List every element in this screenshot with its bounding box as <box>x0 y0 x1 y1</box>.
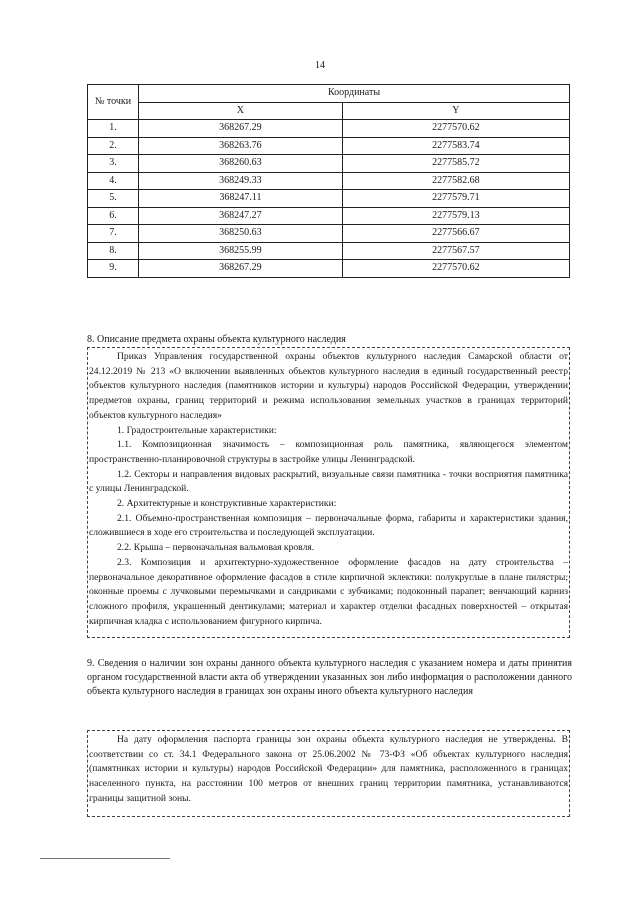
cell-point: 9. <box>88 260 139 278</box>
table-row <box>88 260 570 278</box>
table-row <box>88 137 570 155</box>
protection-zones-paragraph: На дату оформления паспорта границы зон охраны объекта культурного наследия не утверждены. В соответствии со ст. 34.1 Федерального закона от 25.06.2002 № 73-ФЗ «Об объектах культурного наследия (памятниках истории и культуры) народов Российской Федерации» для памятника, расположенного в границах населенного пункта, на расстоянии 100 метров от внешних границ территории памятника, устанавливаются границы защитной зоны. <box>89 734 568 804</box>
cell-point: 1. <box>88 120 139 138</box>
section-9-box <box>87 730 570 817</box>
item-2-2: 2.2. Крыша – первоначальная вальмовая кровля. <box>117 542 315 554</box>
cell-x: 368255.99 <box>139 242 343 260</box>
cell-point: 5. <box>88 190 139 208</box>
page-number: 14 <box>315 60 325 71</box>
table-row <box>88 172 570 190</box>
item-2-1: 2.1. Объемно-пространственная композиция – первоначальные форма, габариты и характеристики здания, сложившиеся в ходе его строительства и последующей эксплуатации. <box>89 512 568 539</box>
cell-y: 2277579.71 <box>342 190 569 208</box>
urban-characteristics-heading: 1. Градостроительные характеристики: <box>117 424 277 436</box>
item-2-3: 2.3. Композиция и архитектурно-художественное оформление фасадов на дату строительства – первоначальное декоративное оформление фасадов в стиле кирпичной эклектики: полукруглые в плане пилястры; оконные проемы с лучковыми перемычками и сандриками с зубчиками; подоконный парапет; венчающий карниз сложного профиля, украшенный дентикулами; материал и характер отделки фасадных поверхностей – открытая кирпичная кладка с использованием фигурного кирпича. <box>89 556 568 627</box>
cell-point: 4. <box>88 172 139 190</box>
header-point-number: № точки <box>88 85 139 120</box>
cell-x: 368250.63 <box>139 225 343 243</box>
table-row <box>88 190 570 208</box>
header-x: X <box>139 102 343 120</box>
cell-x: 368249.33 <box>139 172 343 190</box>
table-row <box>88 155 570 173</box>
cell-x: 368267.29 <box>139 260 343 278</box>
cell-x: 368260.63 <box>139 155 343 173</box>
cell-y: 2277567.57 <box>342 242 569 260</box>
cell-point: 8. <box>88 242 139 260</box>
header-y: Y <box>342 102 569 120</box>
cell-x: 368247.11 <box>139 190 343 208</box>
order-paragraph: Приказ Управления государственной охраны объектов культурного наследия Самарской области от 24.12.2019 № 213 «О включении выявленных объектов культурного наследия в единый государственный реестр объектов культурного наследия (памятников истории и культуры) народов Российской Федерации, утверждении предметов охраны, границ территорий и режима использования земельных участков в границах территорий объектов культурного наследия» <box>89 351 568 421</box>
section-8-box <box>87 347 570 638</box>
cell-point: 6. <box>88 207 139 225</box>
cell-y: 2277570.62 <box>342 260 569 278</box>
architectural-characteristics-heading: 2. Архитектурные и конструктивные характеристики: <box>117 498 337 510</box>
cell-y: 2277579.13 <box>342 207 569 225</box>
section-9-title: 9. Сведения о наличии зон охраны данного объекта культурного наследия с указанием номера и даты принятия органом государственной власти акта об утверждении указанных зон либо информация о расположении данного объекта культурного наследия в границах зон охраны иного объекта культурного наследия <box>87 658 572 697</box>
cell-point: 2. <box>88 137 139 155</box>
footer-rule <box>40 858 170 859</box>
cell-point: 7. <box>88 225 139 243</box>
cell-y: 2277566.67 <box>342 225 569 243</box>
item-1-1: 1.1. Композиционная значимость – композиционная роль памятника, являющегося элементом пространственно-планировочной структуры в застройке улицы Ленинградской. <box>89 439 568 465</box>
table-row <box>88 225 570 243</box>
cell-y: 2277585.72 <box>342 155 569 173</box>
table-row <box>88 207 570 225</box>
cell-y: 2277583.74 <box>342 137 569 155</box>
item-1-2: 1.2. Секторы и направления видовых раскрытий, визуальные связи памятника - точки восприятия памятника с улицы Ленинградской. <box>89 468 568 495</box>
cell-x: 368247.27 <box>139 207 343 225</box>
cell-y: 2277582.68 <box>342 172 569 190</box>
table-row <box>88 242 570 260</box>
section-8-title: 8. Описание предмета охраны объекта культурного наследия <box>87 334 346 345</box>
table-row <box>88 120 570 138</box>
cell-point: 3. <box>88 155 139 173</box>
cell-y: 2277570.62 <box>342 120 569 138</box>
cell-x: 368263.76 <box>139 137 343 155</box>
cell-x: 368267.29 <box>139 120 343 138</box>
header-coordinates: Координаты <box>139 85 570 103</box>
coordinates-table <box>87 84 570 278</box>
